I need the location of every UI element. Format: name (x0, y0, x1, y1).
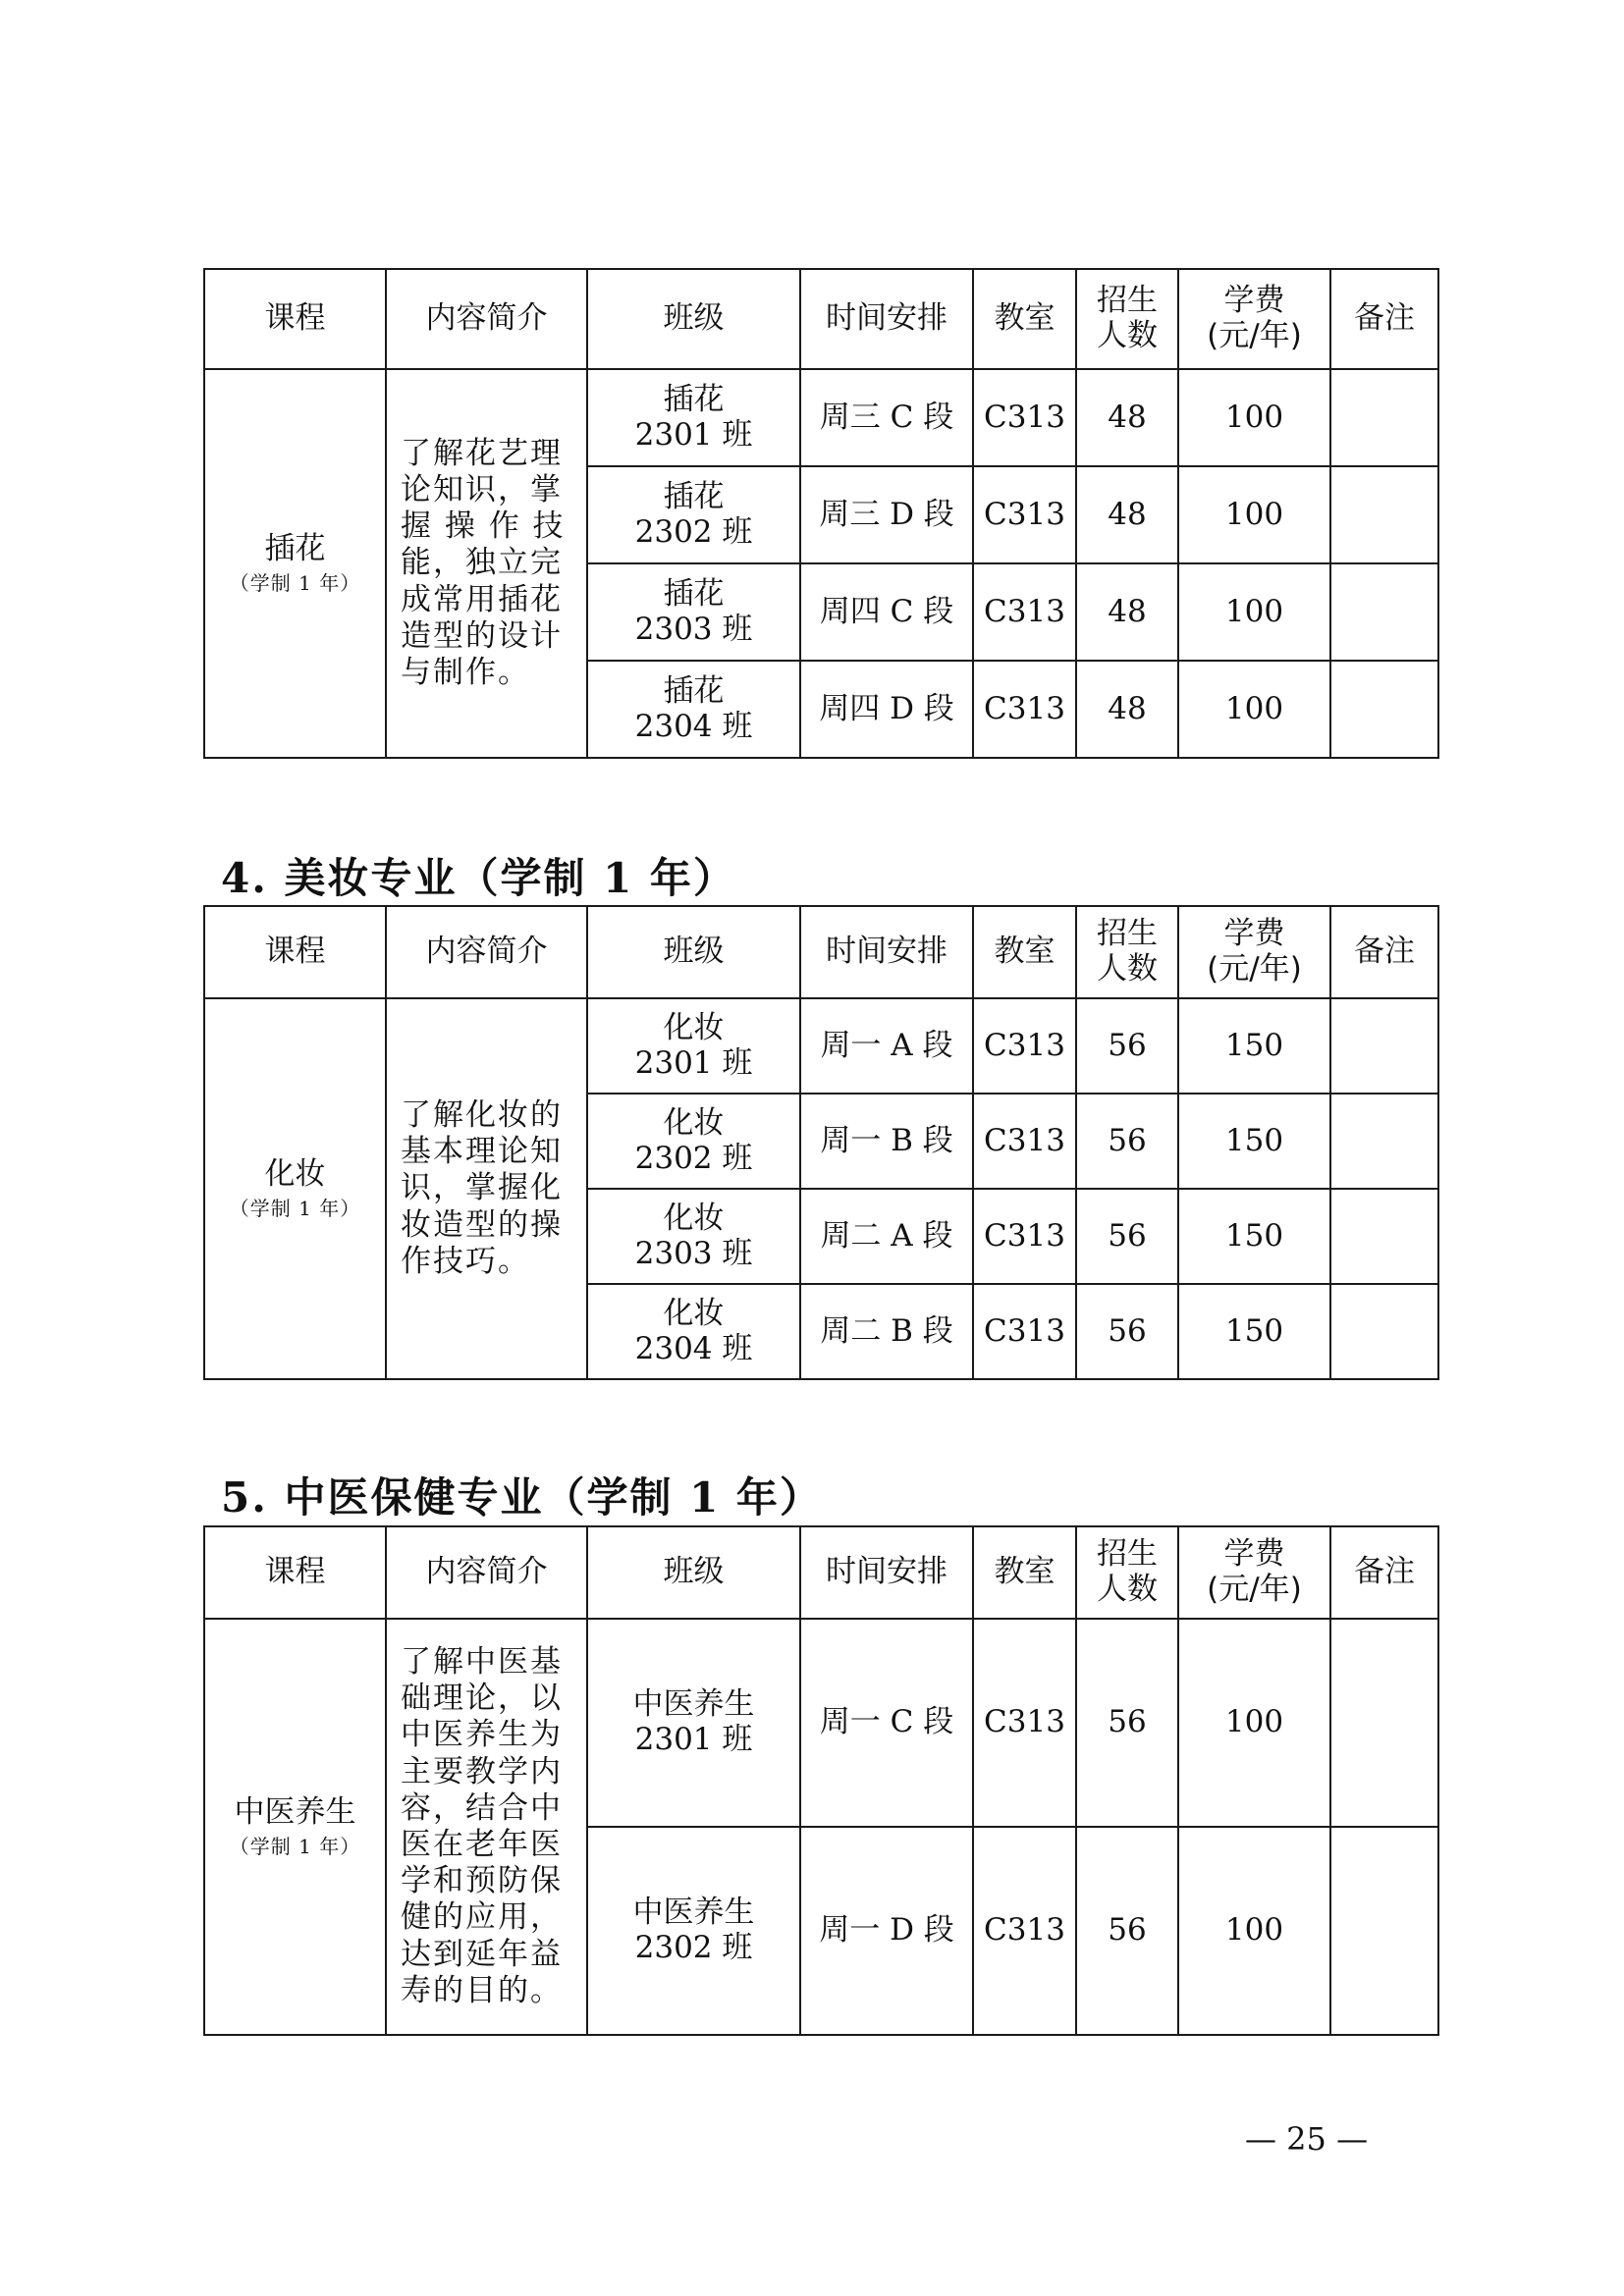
fee-cell: 100 (1178, 1827, 1330, 2035)
enroll-cell: 48 (1076, 661, 1178, 758)
course-description: 了解化妆的 基本理论知 识，掌握化 妆造型的操 作技巧。 (386, 998, 587, 1379)
time-cell: 周四 D 段 (800, 661, 973, 758)
enroll-cell: 56 (1076, 1189, 1178, 1284)
time-cell: 周四 C 段 (800, 563, 973, 661)
room-cell: C313 (973, 1094, 1076, 1189)
enroll-cell: 48 (1076, 466, 1178, 563)
note-cell (1330, 998, 1438, 1094)
course-description: 了解花艺理 论知识，掌 握 操 作 技 能，独立完 成常用插花 造型的设计 与制作。 (386, 369, 587, 758)
time-cell: 周一 D 段 (800, 1827, 973, 2035)
note-cell (1330, 466, 1438, 563)
header-fee: 学费 (元/年) (1178, 1526, 1330, 1619)
makeup-table (203, 905, 1439, 1380)
enroll-cell: 48 (1076, 563, 1178, 661)
class-cell: 插花 2303 班 (587, 563, 800, 661)
enroll-cell: 56 (1076, 1827, 1178, 2035)
course-cell (204, 998, 386, 1379)
header-fee: 学费 (元/年) (1178, 906, 1330, 998)
class-cell: 中医养生 2301 班 (587, 1619, 800, 1827)
room-cell: C313 (973, 563, 1076, 661)
enroll-cell: 56 (1076, 1619, 1178, 1827)
class-cell: 插花 2304 班 (587, 661, 800, 758)
enroll-cell: 56 (1076, 1094, 1178, 1189)
fee-cell: 100 (1178, 563, 1330, 661)
table-row (204, 369, 1438, 466)
room-cell: C313 (973, 661, 1076, 758)
table-row (204, 998, 1438, 1094)
fee-cell: 100 (1178, 369, 1330, 466)
header-fee: 学费 (元/年) (1178, 269, 1330, 369)
room-cell: C313 (973, 1284, 1076, 1379)
class-cell: 化妆 2303 班 (587, 1189, 800, 1284)
note-cell (1330, 1284, 1438, 1379)
header-note: 备注 (1330, 269, 1438, 369)
time-cell: 周一 C 段 (800, 1619, 973, 1827)
header-enroll: 招生 人数 (1076, 269, 1178, 369)
page-number: — 25 — (1245, 2120, 1369, 2158)
fee-cell: 150 (1178, 998, 1330, 1094)
header-desc: 内容简介 (386, 269, 587, 369)
course-cell (204, 369, 386, 758)
header-room: 教室 (973, 1526, 1076, 1619)
flower-table (203, 268, 1439, 759)
course-name: 中医养生 (234, 1793, 356, 1830)
enroll-cell: 56 (1076, 998, 1178, 1094)
header-time: 时间安排 (800, 269, 973, 369)
header-class: 班级 (587, 906, 800, 998)
room-cell: C313 (973, 998, 1076, 1094)
enroll-cell: 56 (1076, 1284, 1178, 1379)
table-row (204, 1619, 1438, 1827)
tcm-table (203, 1525, 1439, 2036)
header-enroll: 招生 人数 (1076, 1526, 1178, 1619)
class-cell: 插花 2301 班 (587, 369, 800, 466)
header-room: 教室 (973, 269, 1076, 369)
fee-cell: 150 (1178, 1189, 1330, 1284)
header-class: 班级 (587, 1526, 800, 1619)
header-enroll: 招生 人数 (1076, 906, 1178, 998)
time-cell: 周一 A 段 (800, 998, 973, 1094)
header-row (204, 906, 1438, 998)
note-cell (1330, 563, 1438, 661)
header-course: 课程 (204, 1526, 386, 1619)
room-cell: C313 (973, 369, 1076, 466)
header-note: 备注 (1330, 1526, 1438, 1619)
room-cell: C313 (973, 1827, 1076, 2035)
header-course: 课程 (204, 269, 386, 369)
time-cell: 周三 D 段 (800, 466, 973, 563)
class-cell: 中医养生 2302 班 (587, 1827, 800, 2035)
header-course: 课程 (204, 906, 386, 998)
room-cell: C313 (973, 466, 1076, 563)
section-title-makeup: 4. 美妆专业（学制 1 年） (221, 854, 736, 902)
course-cell (204, 1619, 386, 2035)
course-name: 插花 (264, 530, 326, 566)
time-cell: 周一 B 段 (800, 1094, 973, 1189)
header-room: 教室 (973, 906, 1076, 998)
time-cell: 周二 A 段 (800, 1189, 973, 1284)
class-cell: 插花 2302 班 (587, 466, 800, 563)
header-class: 班级 (587, 269, 800, 369)
room-cell: C313 (973, 1619, 1076, 1827)
fee-cell: 100 (1178, 1619, 1330, 1827)
header-note: 备注 (1330, 906, 1438, 998)
note-cell (1330, 661, 1438, 758)
note-cell (1330, 1094, 1438, 1189)
fee-cell: 150 (1178, 1094, 1330, 1189)
note-cell (1330, 1189, 1438, 1284)
enroll-cell: 48 (1076, 369, 1178, 466)
note-cell (1330, 1619, 1438, 1827)
header-row (204, 1526, 1438, 1619)
class-cell: 化妆 2304 班 (587, 1284, 800, 1379)
course-duration: （学制 1 年） (229, 571, 361, 596)
course-duration: （学制 1 年） (229, 1835, 361, 1859)
header-time: 时间安排 (800, 1526, 973, 1619)
fee-cell: 150 (1178, 1284, 1330, 1379)
header-desc: 内容简介 (386, 906, 587, 998)
fee-cell: 100 (1178, 466, 1330, 563)
note-cell (1330, 1827, 1438, 2035)
course-duration: （学制 1 年） (229, 1197, 361, 1221)
class-cell: 化妆 2302 班 (587, 1094, 800, 1189)
header-desc: 内容简介 (386, 1526, 587, 1619)
note-cell (1330, 369, 1438, 466)
time-cell: 周二 B 段 (800, 1284, 973, 1379)
class-cell: 化妆 2301 班 (587, 998, 800, 1094)
time-cell: 周三 C 段 (800, 369, 973, 466)
section-title-tcm: 5. 中医保健专业（学制 1 年） (221, 1473, 823, 1522)
course-name: 化妆 (264, 1155, 326, 1192)
course-description: 了解中医基 础理论，以 中医养生为 主要教学内 容，结合中 医在老年医 学和预防保 健的应用， 达到延年益 寿的目的。 (386, 1619, 587, 2035)
fee-cell: 100 (1178, 661, 1330, 758)
room-cell: C313 (973, 1189, 1076, 1284)
header-time: 时间安排 (800, 906, 973, 998)
header-row (204, 269, 1438, 369)
